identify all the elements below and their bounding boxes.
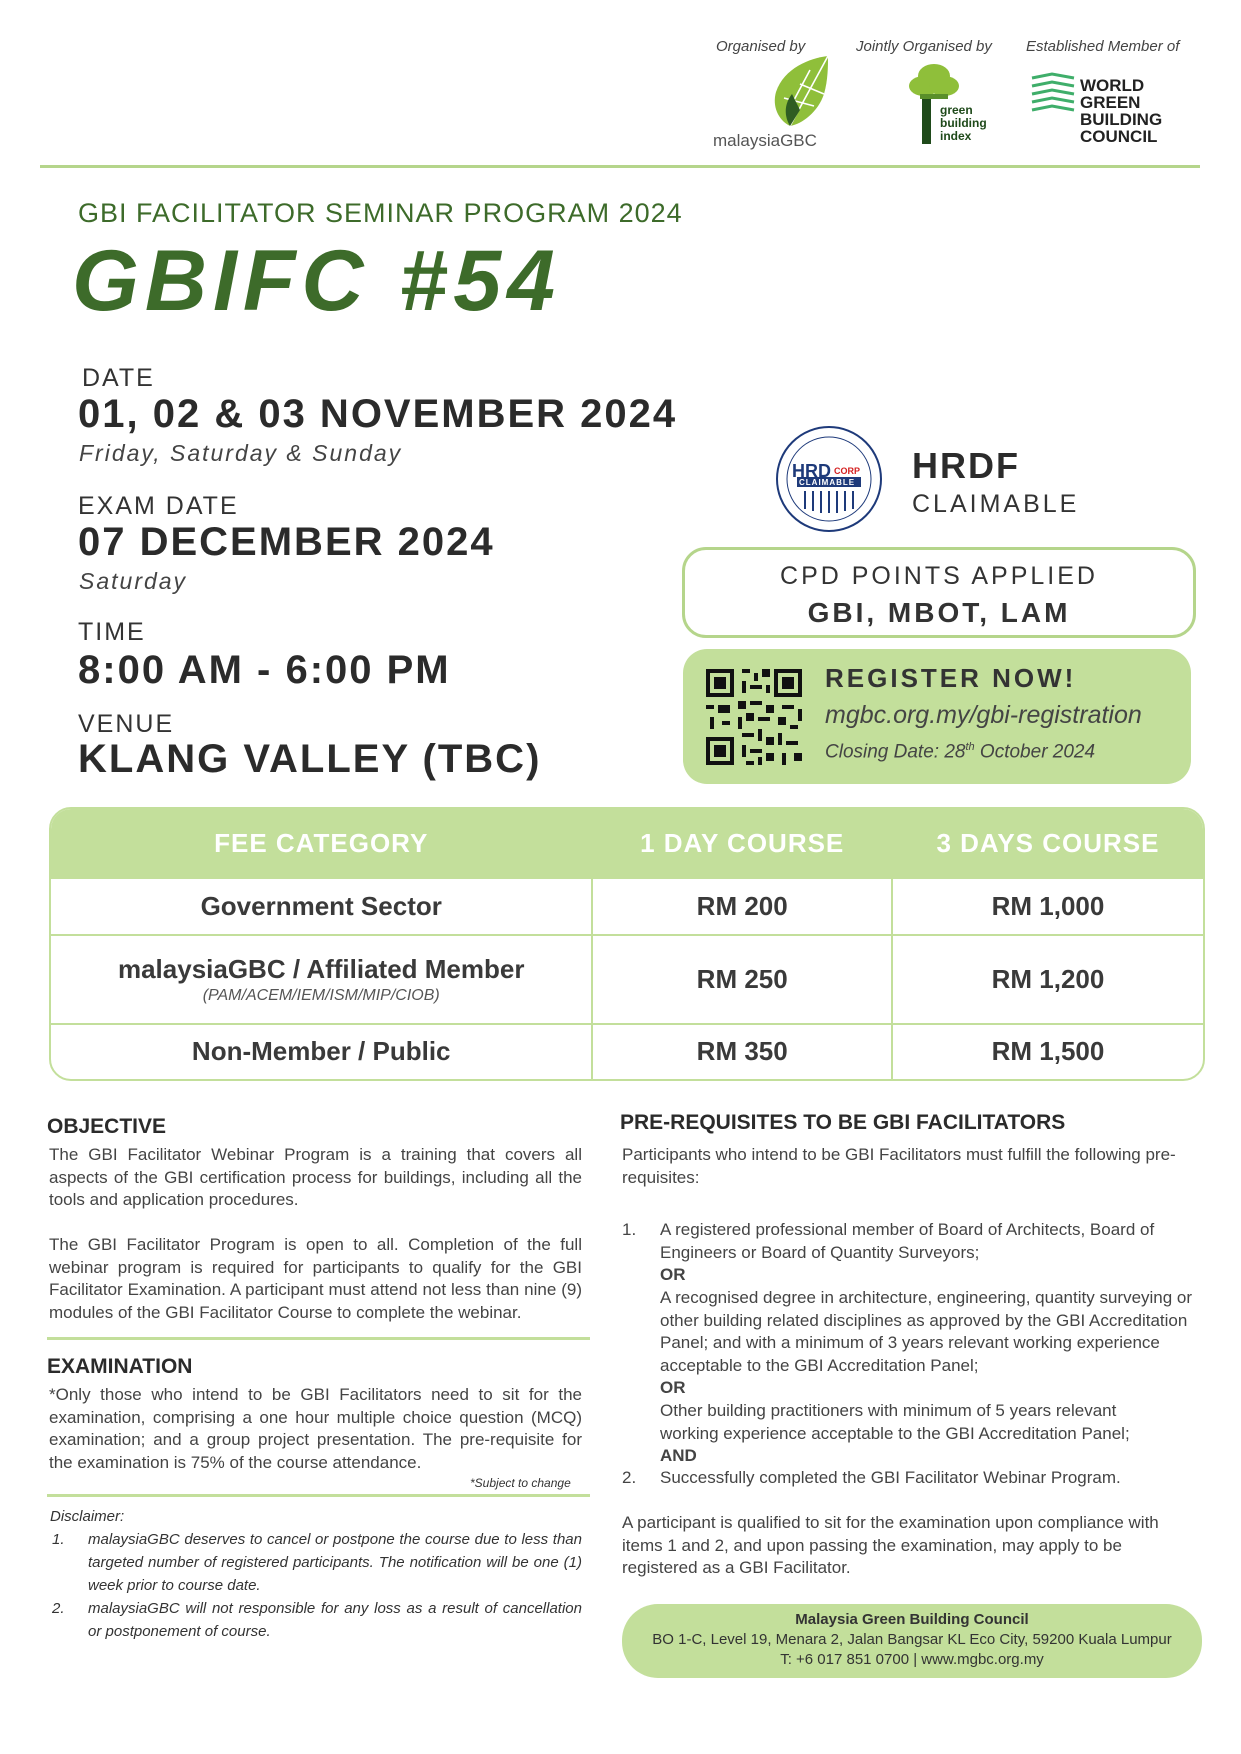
fee-1day-cell: RM 250: [592, 935, 892, 1024]
table-row: [51, 1024, 1203, 1079]
hrd-badge-text: HRD: [792, 461, 831, 481]
fee-1day-cell: RM 350: [592, 1024, 892, 1079]
fee-category-cell: Government Sector: [51, 878, 592, 935]
prereq-or-1: OR: [660, 1265, 686, 1284]
fee-3days-cell: RM 1,500: [892, 1024, 1203, 1079]
prereq-item-1a: A registered professional member of Board of Architects, Board of Engineers or Board of Quantity Surveyors;: [660, 1220, 1155, 1262]
disclaimer-item-2: malaysiaGBC will not responsible for any loss as a result of cancellation or postponement of course.: [88, 1600, 582, 1640]
established-member-caption: Established Member of: [1026, 38, 1180, 55]
contact-footer: [622, 1604, 1202, 1678]
section-divider: [47, 1337, 590, 1340]
time-label: TIME: [78, 618, 146, 646]
prerequisites-heading: PRE-REQUISITES TO BE GBI FACILITATORS: [620, 1111, 1066, 1134]
fee-3days-cell: RM 1,200: [892, 935, 1203, 1024]
date-days: Friday, Saturday & Sunday: [79, 440, 403, 466]
table-row: [51, 935, 1203, 1024]
jointly-organised-caption: Jointly Organised by: [856, 38, 992, 55]
date-label: DATE: [82, 364, 155, 392]
prerequisites-closing: A participant is qualified to sit for the examination upon compliance with items 1 and 2, and upon passing the examination, may apply to be registered as a GBI Facilitator.: [622, 1513, 1159, 1577]
register-url[interactable]: mgbc.org.my/gbi-registration: [825, 701, 1142, 729]
prereq-num-1: 1.: [622, 1220, 637, 1239]
section-divider: [47, 1494, 590, 1497]
fee-1day-cell: RM 200: [592, 878, 892, 935]
malaysia-gbc-wordmark: malaysiaGBC: [713, 131, 817, 150]
fee-header-category: FEE CATEGORY: [51, 809, 592, 878]
fee-category-cell: malaysiaGBC / Affiliated Member (PAM/ACEM/IEM/ISM/MIP/CIOB): [51, 935, 592, 1024]
program-title: GBIFC #54: [72, 233, 561, 329]
malaysia-gbc-logo: [770, 54, 830, 137]
footer-address: BO 1-C, Level 19, Menara 2, Jalan Bangsar KL Eco City, 59200 Kuala Lumpur: [652, 1631, 1172, 1648]
closing-date: Closing Date: 28th October 2024: [825, 741, 1096, 763]
examination-paragraph: *Only those who intend to be GBI Facilitators need to sit for the examination, comprising a one hour multiple choice question (MCQ) examination; and a group project presentation. The pre-requisite for the examination is 75% of the course attendance.: [49, 1385, 582, 1472]
hrdf-subtitle: CLAIMABLE: [912, 490, 1080, 518]
gbi-logo-text: green building index: [940, 103, 987, 143]
objective-heading: OBJECTIVE: [47, 1115, 167, 1138]
objective-paragraph-1: The GBI Facilitator Webinar Program is a training that covers all aspects of the GBI certification process for buildings, including all the tools and application procedures.: [49, 1145, 582, 1209]
disclaimer-heading: Disclaimer:: [50, 1508, 125, 1525]
prereq-num-2: 2.: [622, 1468, 637, 1487]
disclaimer-item-1: malaysiaGBC deserves to cancel or postpone the course due to less than targeted number of registered participants. The notification will be one (1) week prior to course date.: [88, 1531, 582, 1594]
cpd-line2: GBI, MBOT, LAM: [807, 597, 1071, 628]
register-title: REGISTER NOW!: [825, 663, 1077, 693]
table-row: [51, 878, 1203, 935]
disclaimer-num-2: 2.: [52, 1600, 65, 1617]
fee-header-1day: 1 DAY COURSE: [592, 809, 892, 878]
fee-category-cell: Non-Member / Public: [51, 1024, 592, 1079]
fee-header-3days: 3 DAYS COURSE: [892, 809, 1203, 878]
footer-contact[interactable]: T: +6 017 851 0700 | www.mgbc.org.my: [780, 1651, 1044, 1668]
program-subtitle: GBI FACILITATOR SEMINAR PROGRAM 2024: [78, 198, 683, 228]
organised-by-caption: Organised by: [716, 38, 806, 55]
wgbc-mesh-icon: [1030, 72, 1076, 112]
prerequisites-intro: Participants who intend to be GBI Facilitators must fulfill the following pre-requisites:: [622, 1145, 1176, 1187]
time-value: 8:00 AM - 6:00 PM: [78, 648, 451, 692]
hrd-badge-claimable: CLAIMABLE: [799, 478, 856, 487]
wgbc-logo: [1030, 72, 1076, 117]
footer-org: Malaysia Green Building Council: [795, 1611, 1029, 1628]
qr-code-icon: [702, 665, 806, 769]
exam-date-value: 07 DECEMBER 2024: [78, 520, 495, 564]
wgbc-text: WORLD GREEN BUILDING COUNCIL: [1080, 76, 1163, 146]
prereq-and: AND: [660, 1446, 697, 1465]
prereq-item-1b: A recognised degree in architecture, engineering, quantity surveying or other building related disciplines as approved by the GBI Accreditation Panel; and with a minimum of 3 years relevant working experience acceptable to the GBI Accreditation Panel;: [660, 1288, 1193, 1375]
venue-label: VENUE: [78, 710, 175, 738]
disclaimer-num-1: 1.: [52, 1531, 65, 1548]
prereq-item-2: Successfully completed the GBI Facilitator Webinar Program.: [660, 1468, 1121, 1487]
venue-value: KLANG VALLEY (TBC): [78, 737, 542, 781]
hrd-badge-corp: CORP: [834, 466, 861, 476]
cpd-line1: CPD POINTS APPLIED: [780, 562, 1098, 590]
cpd-points-box: [682, 547, 1196, 638]
fee-table: [49, 807, 1205, 1081]
header-divider: [40, 165, 1200, 168]
qr-code[interactable]: [702, 665, 806, 774]
fee-3days-cell: RM 1,000: [892, 878, 1203, 935]
date-value: 01, 02 & 03 NOVEMBER 2024: [78, 392, 678, 436]
examination-heading: EXAMINATION: [47, 1355, 193, 1378]
register-box: [683, 649, 1191, 784]
exam-date-label: EXAM DATE: [78, 492, 239, 520]
objective-paragraph-2: The GBI Facilitator Program is open to all. Completion of the full webinar program is required for participants to qualify for the GBI Facilitator Examination. A participant must attend not less than nine (9) modules of the GBI Facilitator Course to complete the webinar.: [49, 1235, 582, 1322]
hrdf-title: HRDF: [912, 445, 1020, 486]
prereq-item-1c: Other building practitioners with minimum of 5 years relevant working experience acceptable to the GBI Accreditation Panel;: [660, 1401, 1130, 1443]
subject-to-change-note: *Subject to change: [470, 1476, 571, 1490]
leaf-logo-icon: [770, 54, 830, 132]
prereq-or-2: OR: [660, 1378, 686, 1397]
exam-day: Saturday: [79, 568, 188, 594]
